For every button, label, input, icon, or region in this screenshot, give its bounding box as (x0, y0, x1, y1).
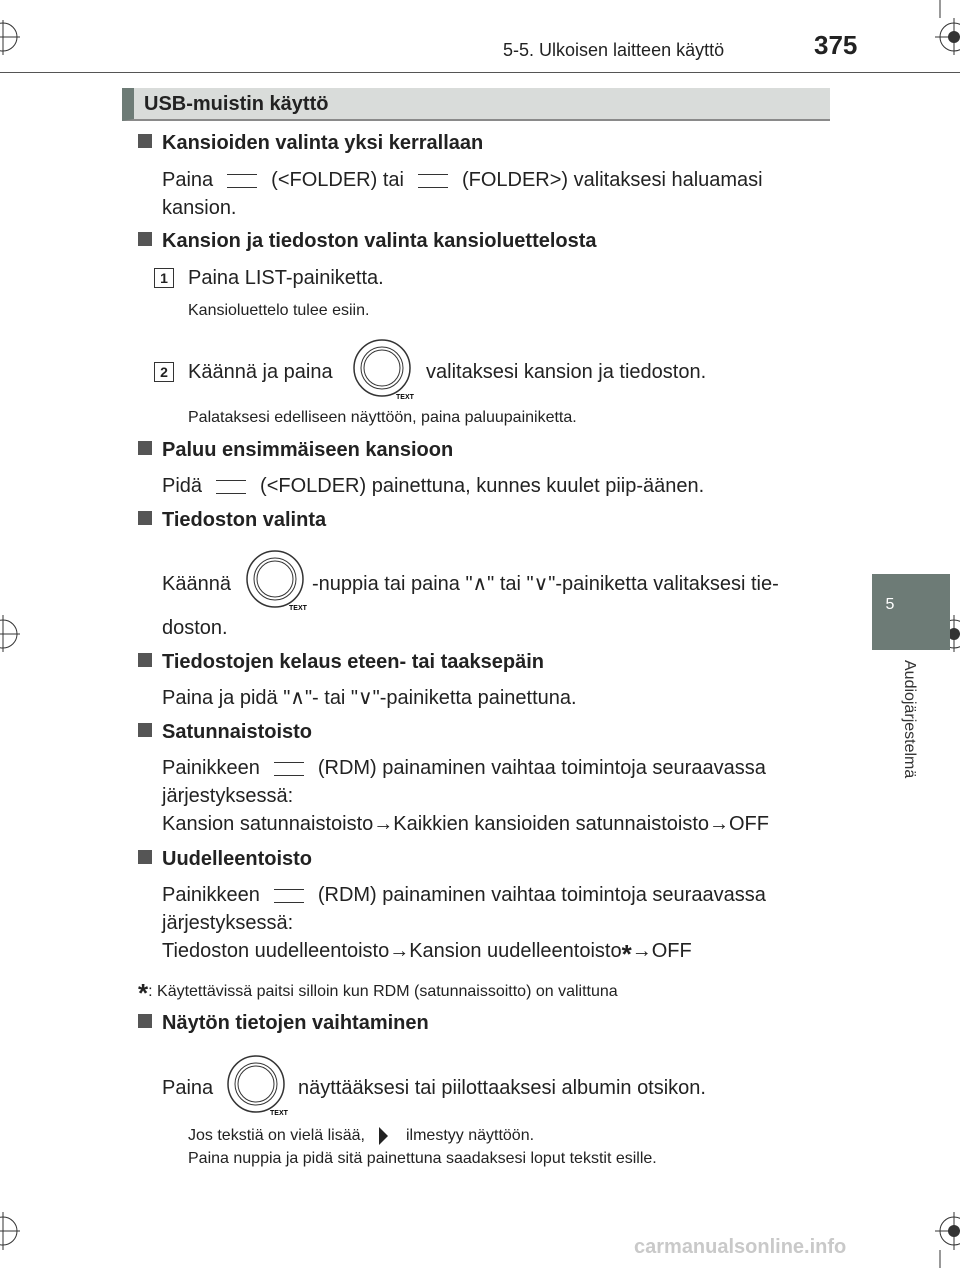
paragraph-first-folder: Pidä (<FOLDER) painettuna, kunnes kuulet piip-äänen. (162, 475, 705, 497)
display-note-2: Paina nuppia ja pidä sitä painettuna saadaksesi loput tekstit esille. (188, 1150, 657, 1167)
rdm-button-icon (274, 889, 304, 903)
heading-fast-forward: Tiedostojen kelaus eteen- tai taaksepäin (138, 651, 544, 674)
heading-first-folder: Paluu ensimmäiseen kansioon (138, 439, 453, 462)
bullet-square-icon (138, 134, 152, 148)
page-number: 375 (814, 30, 858, 60)
paragraph-fast-forward: Paina ja pidä "∧"- tai "∨"-painiketta painettuna. (162, 687, 577, 709)
bullet-square-icon (138, 232, 152, 246)
rdm-button-icon (274, 762, 304, 776)
footnote: *: Käytettävissä paitsi silloin kun RDM (satunnaissoitto) on valittuna (138, 978, 618, 1008)
header-divider (0, 72, 960, 73)
bullet-square-icon (138, 511, 152, 525)
tune-knob-icon (224, 1054, 292, 1118)
step-1-text: Paina LIST-painiketta. (188, 267, 384, 289)
bullet-square-icon (138, 850, 152, 864)
folder-down-button-icon (227, 174, 257, 188)
paragraph-file-select-b: -nuppia tai paina "∧" tai "∨"-painiketta valitaksesi tie- (312, 573, 779, 595)
paragraph-repeat: Painikkeen (RDM) painaminen vaihtaa toimintoja seuraavassa järjestyksessä: Tiedoston uudelleentoisto→Kansion uudelleentoisto*→OFF (162, 884, 766, 969)
step-2-text-cont: valitaksesi kansion ja tiedoston. (426, 361, 707, 383)
step-number-2: 2 (154, 362, 174, 382)
paragraph-folder-select: Paina (<FOLDER) tai (FOLDER>) valitaksesi haluamasi kansion. (162, 169, 763, 219)
folder-up-button-icon (418, 174, 448, 188)
bullet-square-icon (138, 653, 152, 667)
paragraph-display-info-b: näyttääksesi tai piilottaaksesi albumin otsikon. (298, 1077, 706, 1099)
heading-display-info: Näytön tietojen vaihtaminen (138, 1012, 429, 1035)
knob-label: TEXT (289, 605, 307, 612)
knob-label: TEXT (396, 394, 414, 401)
tune-knob-icon (243, 549, 311, 613)
step-1-note: Kansioluettelo tulee esiin. (188, 302, 370, 319)
heading-folder-select: Kansioiden valinta yksi kerrallaan (138, 132, 483, 155)
knob-label: TEXT (270, 1110, 288, 1117)
heading-folder-list: Kansion ja tiedoston valinta kansioluettelosta (138, 230, 597, 253)
section-title-bar (122, 88, 830, 121)
step-number-1: 1 (154, 268, 174, 288)
bullet-square-icon (138, 441, 152, 455)
bullet-square-icon (138, 1014, 152, 1028)
bullet-square-icon (138, 723, 152, 737)
header-section: 5-5. Ulkoisen laitteen käyttö (503, 40, 725, 60)
display-note-1: Jos tekstiä on vielä lisää, ilmestyy näyttöön. (188, 1127, 535, 1145)
step-2-text: Käännä ja paina (188, 361, 333, 383)
watermark: carmanualsonline.info (634, 1236, 847, 1258)
chapter-number: 5 (885, 596, 895, 613)
paragraph-file-select-c: doston. (162, 617, 228, 639)
heading-repeat: Uudelleentoisto (138, 848, 312, 871)
step-2-note: Palataksesi edelliseen näyttöön, paina paluupainiketta. (188, 409, 577, 426)
folder-down-button-icon (216, 480, 246, 494)
chapter-label: Audiojärjestelmä (901, 660, 918, 779)
tune-knob-icon (350, 338, 418, 402)
paragraph-display-info-a: Paina (162, 1077, 214, 1099)
heading-random: Satunnaistoisto (138, 721, 312, 744)
more-text-arrow-icon (379, 1127, 388, 1145)
paragraph-random: Painikkeen (RDM) painaminen vaihtaa toimintoja seuraavassa järjestyksessä: Kansion satunnaistoisto→Kaikkien kansioiden satunnaistoisto→OFF (162, 757, 769, 835)
heading-file-select: Tiedoston valinta (138, 509, 326, 532)
paragraph-file-select-a: Käännä (162, 573, 231, 595)
section-title: USB-muistin käyttö (144, 93, 329, 115)
